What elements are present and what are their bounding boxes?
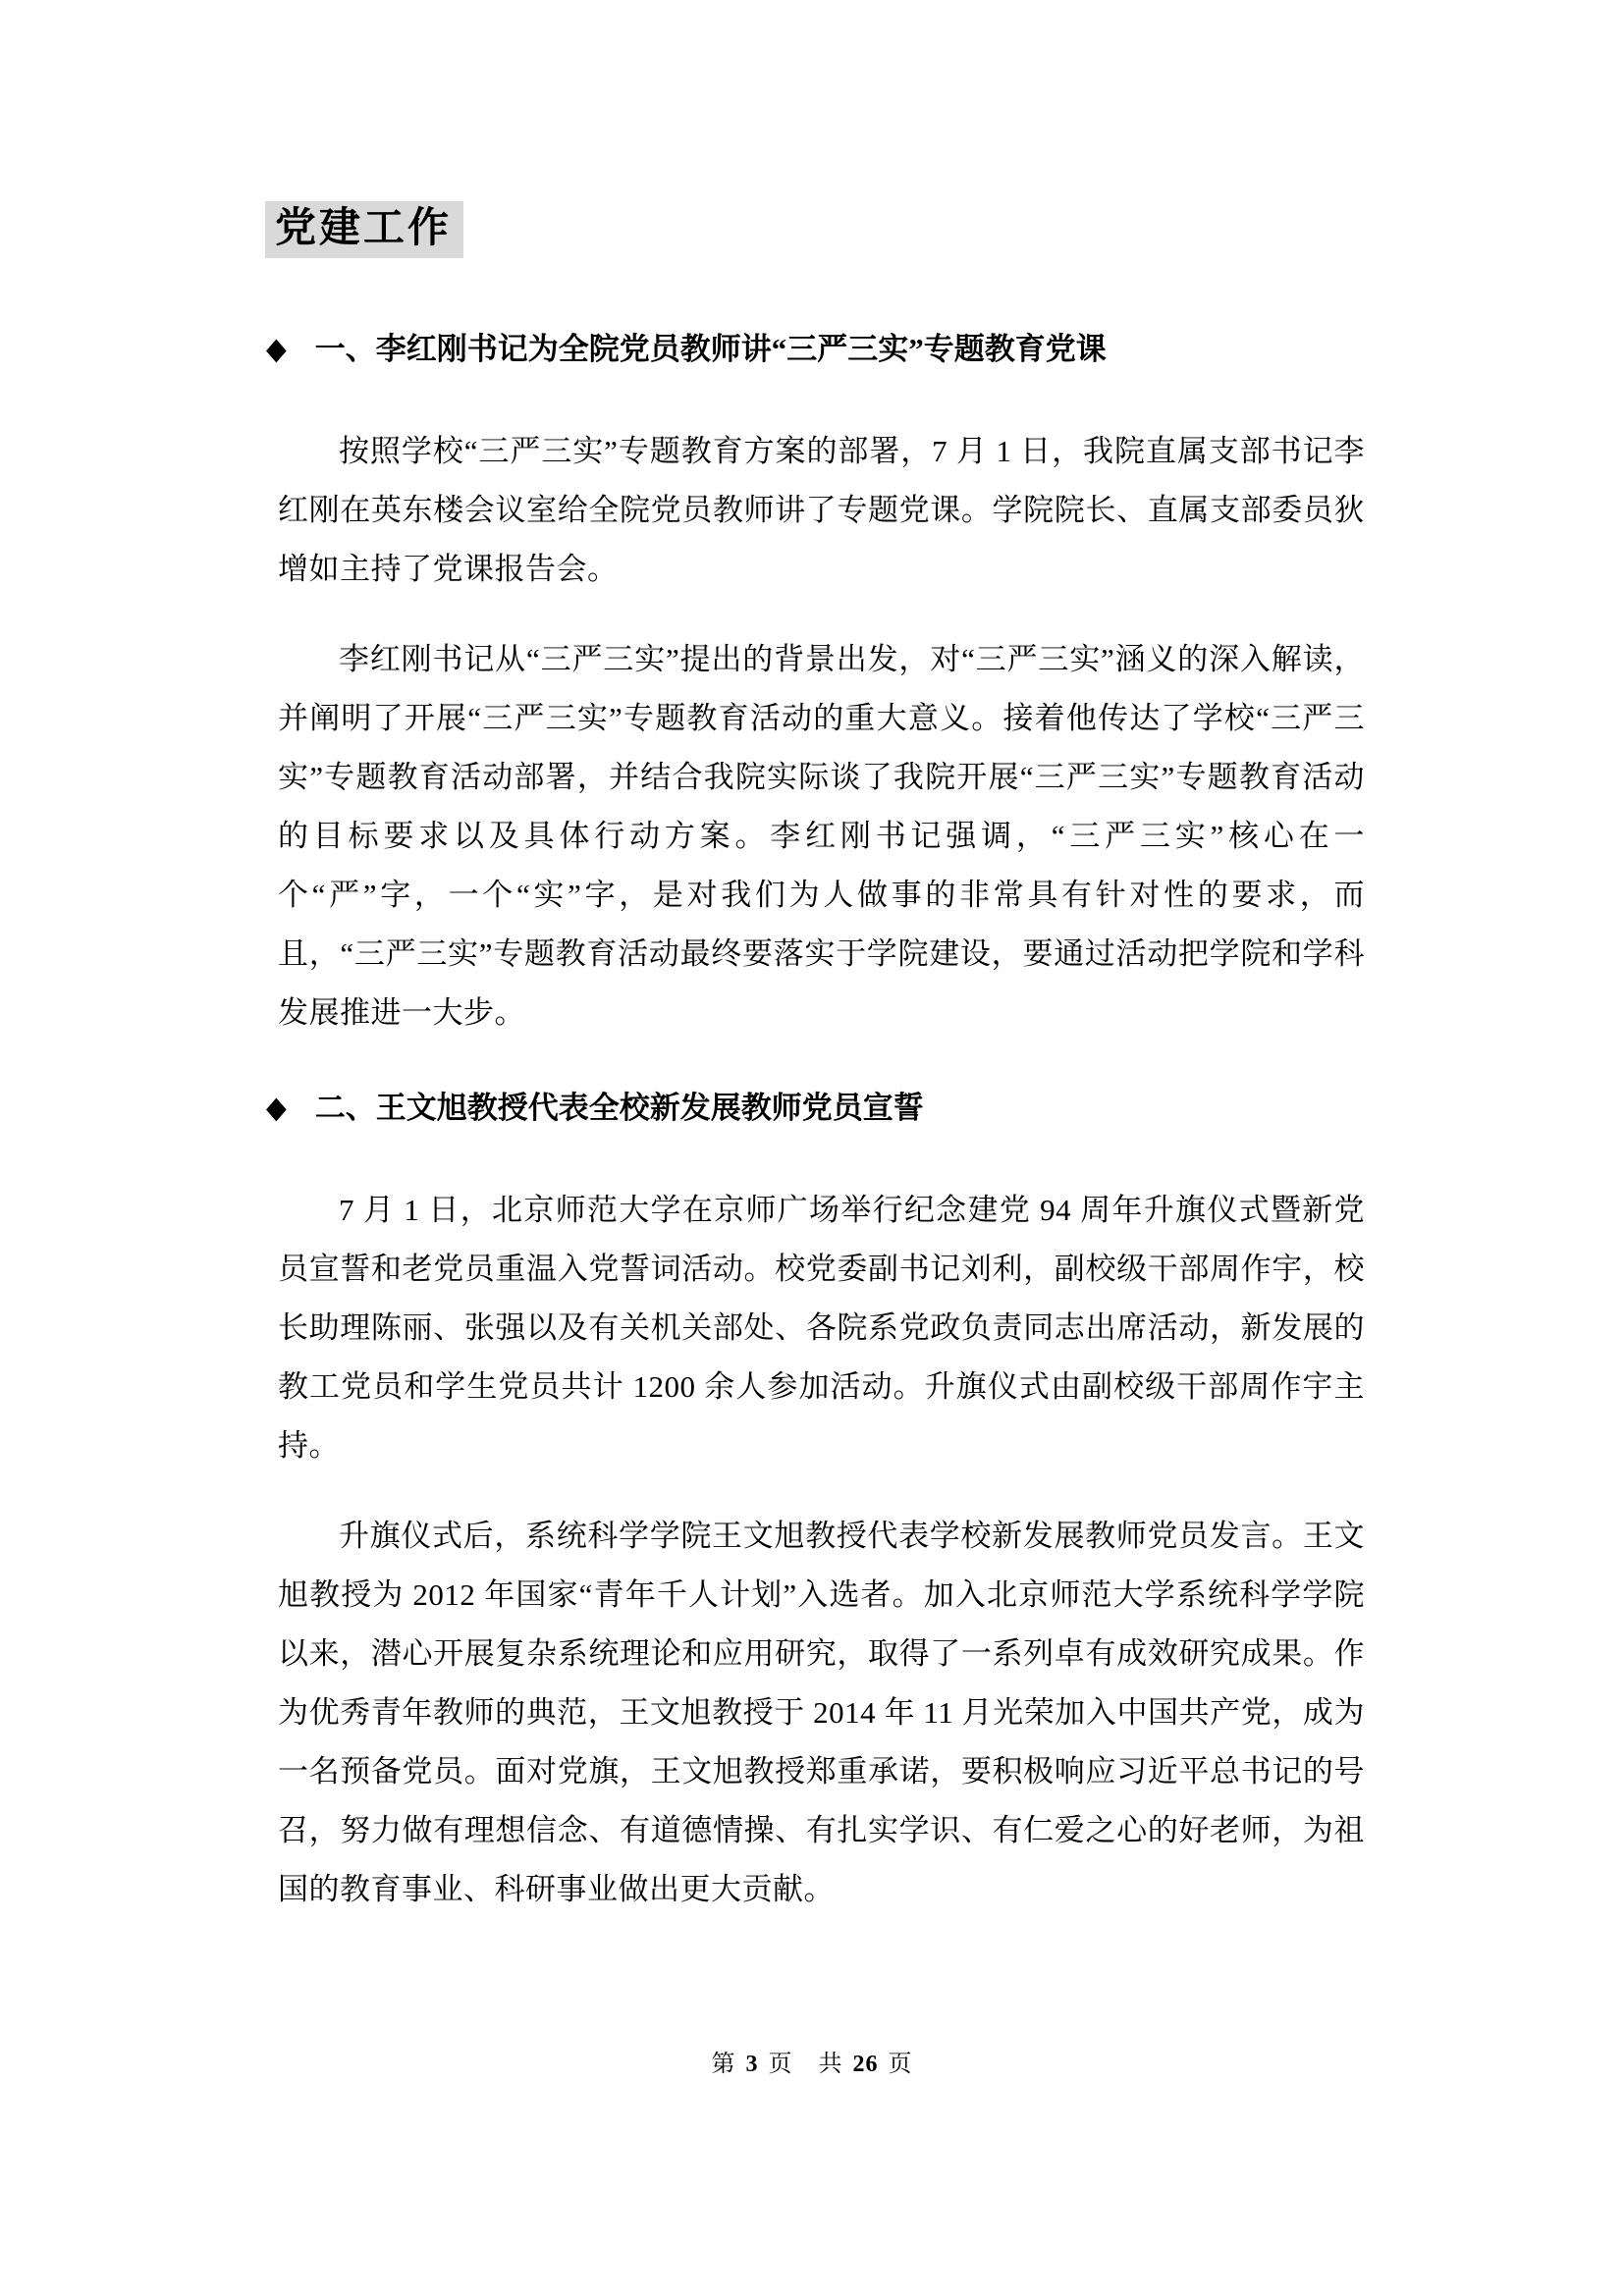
footer-label-ye-2: 页	[888, 2052, 913, 2077]
section-2-paragraph-1: 7 月 1 日，北京师范大学在京师广场举行纪念建党 94 周年升旗仪式暨新党员宣誓和老党员重温入党誓词活动。校党委副书记刘利，副校级干部周作宇，校长助理陈丽、张强以及有关机关部处、各院系党政负责同志出席活动，新发展的教工党员和学生党员共计 1200 余人参加活动。升旗仪式由副校级干部周作宇主持。	[278, 1193, 1365, 1464]
section-1-paragraph-1: 按照学校“三严三实”专题教育方案的部署，7 月 1 日，我院直属支部书记李红刚在英东楼会议室给全院党员教师讲了专题党课。学院院长、直属支部委员狄增如主持了党课报告会。	[278, 434, 1365, 587]
section-title: 党建工作	[265, 201, 463, 258]
section-2-heading	[266, 1086, 1365, 1130]
document-content	[266, 0, 1365, 1919]
section-1-heading	[266, 327, 1365, 371]
page-footer	[0, 2044, 1624, 2078]
footer-label-ye: 页	[768, 2052, 793, 2077]
diamond-bullet-icon: ◆	[266, 331, 287, 366]
footer-label-gong: 共	[818, 2052, 843, 2077]
footer-page-number: 3	[745, 2052, 759, 2077]
footer-total-pages: 26	[852, 2052, 879, 2077]
section-title-wrap	[265, 201, 1365, 258]
section-1-heading-text: 一、李红刚书记为全院党员教师讲“三严三实”专题教育党课	[314, 332, 1107, 367]
section-1-paragraph-2: 李红刚书记从“三严三实”提出的背景出发，对“三严三实”涵义的深入解读，并阐明了开展“三严三实”专题教育活动的重大意义。接着他传达了学校“三严三实”专题教育活动部署，并结合我院实际谈了我院开展“三严三实”专题教育活动的目标要求以及具体行动方案。李红刚书记强调，“三严三实”核心在一个“严”字，一个“实”字，是对我们为人做事的非常具有针对性的要求，而且，“三严三实”专题教育活动最终要落实于学院建设，要通过活动把学院和学科发展推进一大步。	[278, 642, 1365, 1031]
diamond-bullet-icon: ◆	[266, 1090, 287, 1125]
section-2-heading-text: 二、王文旭教授代表全校新发展教师党员宣誓	[314, 1091, 924, 1126]
footer-label-di: 第	[711, 2052, 736, 2077]
section-2-paragraph-2: 升旗仪式后，系统科学学院王文旭教授代表学校新发展教师党员发言。王文旭教授为 2012 年国家“青年千人计划”入选者。加入北京师范大学系统科学学院以来，潜心开展复杂系统理论和应用研究，取得了一系列卓有成效研究成果。作为优秀青年教师的典范，王文旭教授于 2014 年 11 月光荣加入中国共产党，成为一名预备党员。面对党旗，王文旭教授郑重承诺，要积极响应习近平总书记的号召，努力做有理想信念、有道德情操、有扎实学识、有仁爱之心的好老师，为祖国的教育事业、科研事业做出更大贡献。	[278, 1519, 1365, 1907]
